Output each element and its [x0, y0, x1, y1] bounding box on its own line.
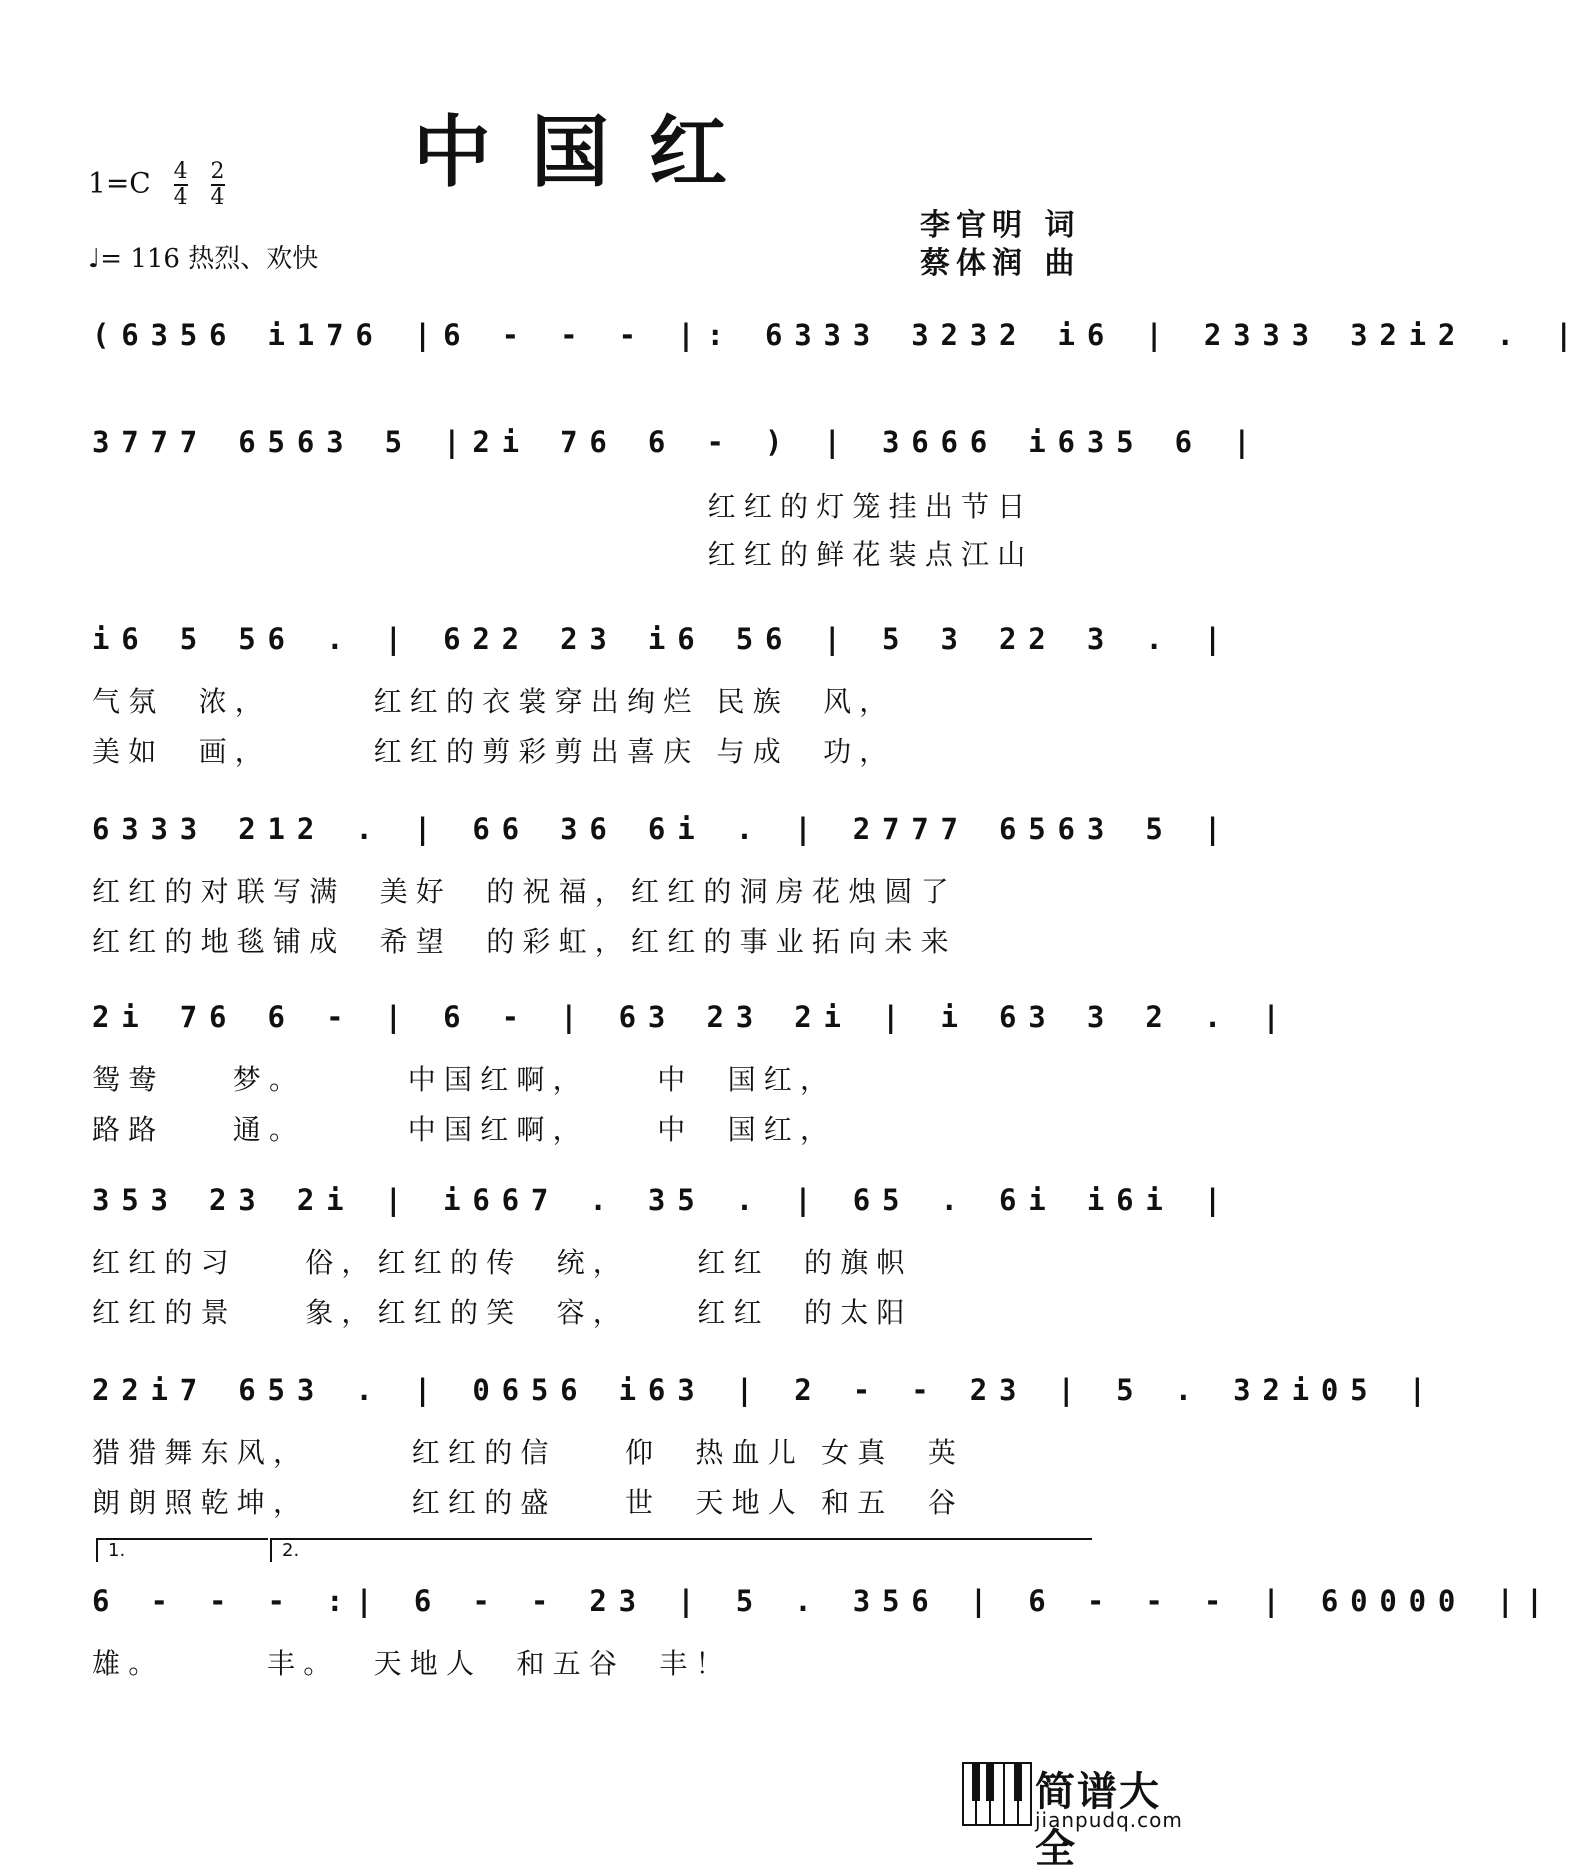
lyric-verse-2: 路路 通。 中国红啊， 中 国红， [92, 1113, 837, 1146]
notes-line: 353 23 2i | i667 . 35 . | 65 . 6i i6i | [92, 1183, 1234, 1217]
lyricist-credit: 李官明 词 [920, 208, 1081, 243]
lyric-verse-2: 红红的地毯铺成 希望 的彩虹，红红的事业拓向未来 [92, 925, 957, 958]
site-logo-text: 简谱大全 [1035, 1769, 1161, 1872]
second-ending-bracket: 2. [270, 1538, 1092, 1562]
lyric-verse-1: 猎猎舞东风， 红红的信 仰 热血儿 女真 英 [92, 1436, 964, 1469]
notes-line: i6 5 56 . | 622 23 i6 56 | 5 3 22 3 . | [92, 622, 1234, 656]
key-and-time [88, 160, 225, 210]
first-ending-bracket: 1. [96, 1538, 268, 1562]
lyric-verse-2: 红红的景 象，红红的笑 容， 红红 的太阳 [92, 1296, 913, 1329]
site-url: jianpudq.com [1035, 1808, 1183, 1832]
lyric-verse-1: 红红的习 俗，红红的传 统， 红红 的旗帜 [92, 1246, 913, 1279]
piano-logo-icon [962, 1762, 1032, 1826]
song-title: 中国红 [412, 107, 767, 198]
notes-line: 6333 212 . | 66 36 6i . | 2777 6563 5 | [92, 812, 1234, 846]
lyric-verse-1: 红红的对联写满 美好 的祝福，红红的洞房花烛圆了 [92, 875, 957, 908]
lyric-verse-1: 雄。 丰。 天地人 和五谷 丰！ [92, 1647, 732, 1680]
lyric-verse-1: 鸳鸯 梦。 中国红啊， 中 国红， [92, 1063, 837, 1096]
notes-line: (6356 i176 |6 - - - |: 6333 3232 i6 | 2333 32i2 . | [92, 318, 1584, 352]
key-signature: 1=C [88, 166, 151, 200]
time-signature-2: $\frac{2}{4}$ [210, 159, 225, 210]
notes-line: 6 - - - :| 6 - - 23 | 5 . 356 | 6 - - - | 60000 || [92, 1584, 1555, 1618]
lyric-verse-2: 红红的鲜花装点江山 [92, 538, 1034, 571]
lyric-verse-2: 朗朗照乾坤， 红红的盛 世 天地人 和五 谷 [92, 1486, 964, 1519]
notes-line: 22i7 653 . | 0656 i63 | 2 - - 23 | 5 . 32i05 | [92, 1373, 1438, 1407]
lyric-verse-1: 红红的灯笼挂出节日 [92, 490, 1034, 523]
lyric-verse-2: 美如 画， 红红的剪彩剪出喜庆 与成 功， [92, 735, 896, 768]
notes-line: 2i 76 6 - | 6 - | 63 23 2i | i 63 3 2 . | [92, 1000, 1292, 1034]
notes-line: 3777 6563 5 |2i 76 6 - ) | 3666 i635 6 | [92, 425, 1263, 459]
lyric-verse-1: 气氛 浓， 红红的衣裳穿出绚烂 民族 风， [92, 685, 896, 718]
composer-credit: 蔡体润 曲 [920, 246, 1081, 281]
time-signature-1: $\frac{4}{4}$ [173, 159, 188, 210]
tempo-marking: ♩= 116 热烈、欢快 [88, 244, 319, 274]
